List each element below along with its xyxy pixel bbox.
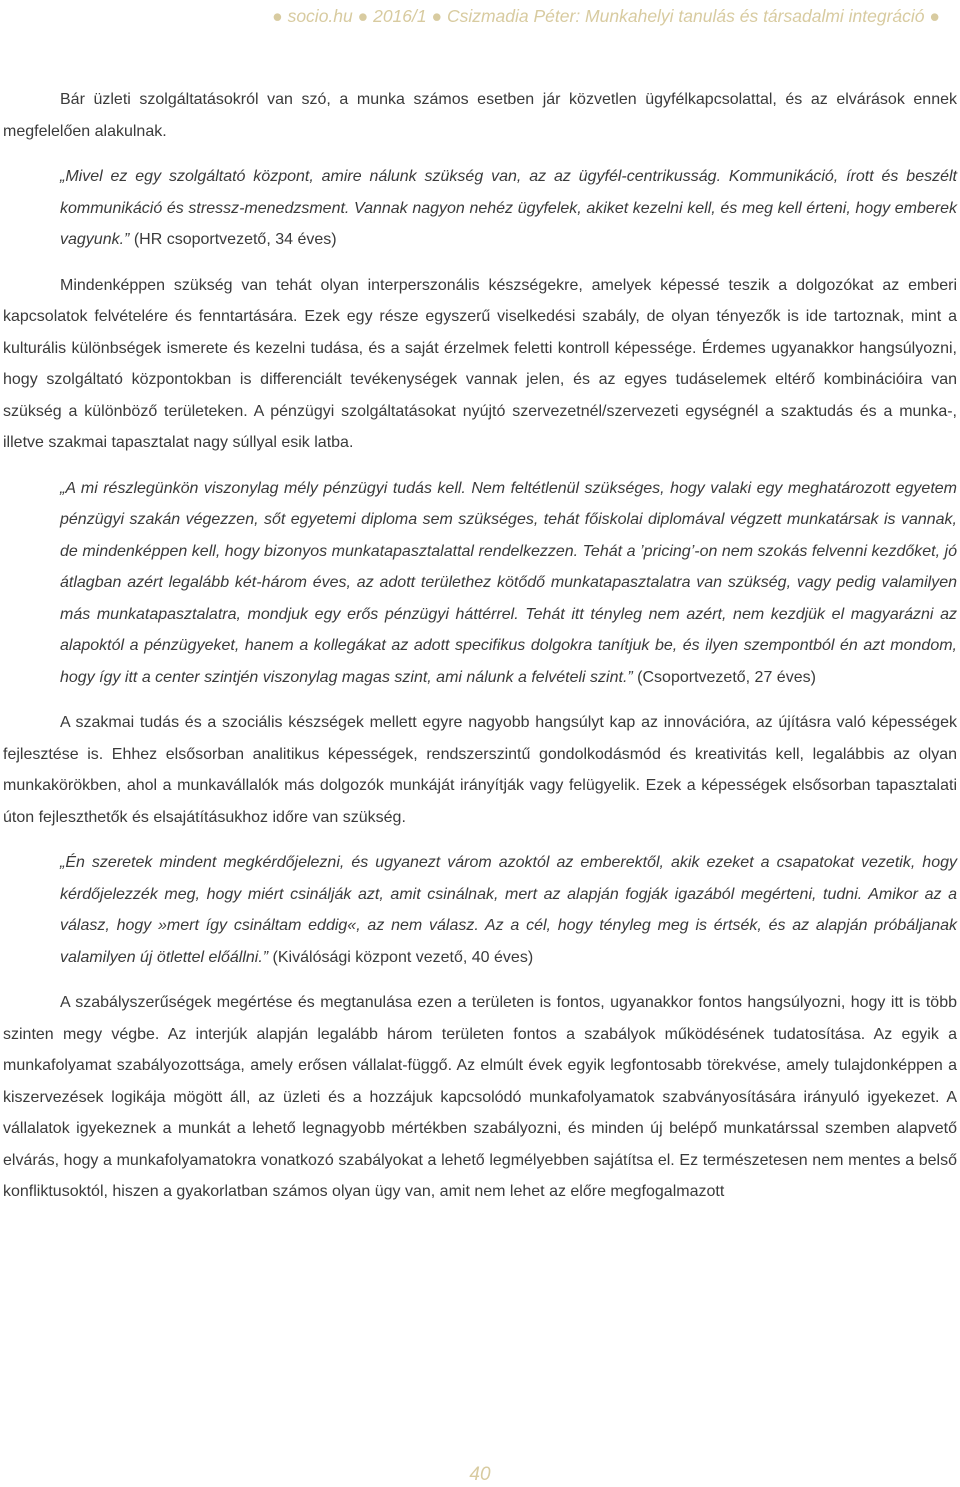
quote-text: „A mi részlegünkön viszonylag mély pénzügyi tudás kell. Nem feltétlenül szükséges, hogy valaki egy meghatározott egyetem pénzügyi szakán végezzen, sőt egyetemi diploma sem szükséges, tehát főiskolai diplomával végzett munkatársak is vannak, de mindenképpen kell, hogy bizonyos munkatapasztalattal rendelkezzen. Tehát a ’pricing’-on nem szokás felvenni kezdőket, jó átlagban azért legalább két-három éves, az adott területhez kötődő munkatapasztalatra van szükség, vagy pedig valamilyen más munkatapasztalatra, mondjuk egy erős pénzügyi háttérrel. Tehát itt tényleg nem azért, nem kezdjük el magyarázni az alapoktól a pénzügyeket, hanem a kollegákat az adott specifikus dolgokra tanítjuk be, és ilyen szempontból én azt mondom, hogy így itt a center szintjén viszonylag magas szint, ami nálunk a felvételi szint.” xyxy=(60,479,957,686)
body-paragraph-3: A szakmai tudás és a szociális készségek mellett egyre nagyobb hangsúlyt kap az innovációra, az újításra való képességek fejlesztése is. Ehhez elsősorban analitikus képességek, rendszerszintű gondolkodásmód és kreativitás kell, legalábbis az olyan munkakörökben, ahol a munkavállalók más dolgozók munkáját irányítják vagy felügyelik. Ezek a képességek elsősorban tapasztalati úton fejleszthetők és elsajátításukhoz időre van szükség. xyxy=(3,714,957,826)
body-paragraph-4: A szabályszerűségek megértése és megtanulása ezen a területen is fontos, ugyanakkor fontos hangsúlyozni, hogy itt is több szinten megy végbe. Az interjúk alapján legalább három területen fontos a szabályok működésének tudatosítása. Az egyik a munkafolyamat szabályozottsága, amely erősen vállalat-függő. Az elmúlt évek egyik legfontosabb törekvése, amely tulajdonképpen a kiszervezések logikája mögött áll, az üzleti és a hozzájuk kapcsolódó munkafolyamatok szabványosítására irányuló igyekezet. A vállalatok igyekeznek a munkát a lehető legnagyobb mértékben szabályozni, és minden új belépő munkatárssal szemben alapvető elvárás, hogy a munkafolyamatokra vonatkozó szabályokat a lehető legmélyebben sajátítsa el. Ez természetesen nem mentes a belső konfliktusoktól, hiszen a gyakorlatban számos olyan ügy van, amit nem lehet az előre megfogalmazott xyxy=(3,994,957,1200)
article-body xyxy=(3,84,957,1222)
body-paragraph-2: Mindenképpen szükség van tehát olyan interperszonális készségekre, amelyek képessé teszik a dolgozókat az emberi kapcsolatok felvételére és fenntartására. Ezek egy része egyszerű viselkedési szabály, de olyan tényezők is ide tartoznak, mint a kulturális különbségek ismerete és kezelni tudása, és a saját érzelmek feletti kontroll képessége. Érdemes ugyanakkor hangsúlyozni, hogy szolgáltató központokban is differenciált tevékenységek vannak jelen, és az egyes tudáselemek eltérő kombinációira van szükség a különböző területeken. A pénzügyi szolgáltatásokat nyújtó szervezetnél/szervezeti egységnél a szaktudás és a munka-, illetve szakmai tapasztalat nagy súllyal esik latba. xyxy=(3,276,957,451)
interview-quote-2 xyxy=(60,473,957,694)
page-number: 40 xyxy=(469,1464,491,1485)
bullet-icon: ● xyxy=(431,6,443,26)
header-article-title: Csizmadia Péter: Munkahelyi tanulás és társadalmi integráció xyxy=(446,6,925,26)
bullet-icon: ● xyxy=(357,6,369,26)
bullet-icon: ● xyxy=(929,6,940,26)
interview-quote-1 xyxy=(60,161,957,256)
quote-text: „Mivel ez egy szolgáltató központ, amire nálunk szükség van, az az ügyfél-centrikusság. Kommunikáció, írott és beszélt kommunikáció és stressz-menedzsment. Vannak nagyon nehéz ügyfelek, akiket kezelni kell, és meg kell érteni, hogy emberek vagyunk.” xyxy=(60,168,957,248)
header-site: socio.hu xyxy=(287,6,353,26)
header-issue: 2016/1 xyxy=(373,6,427,26)
quote-source: (HR csoportvezető, 34 éves) xyxy=(129,231,337,248)
body-paragraph-1: Bár üzleti szolgáltatásokról van szó, a munka számos esetben jár közvetlen ügyfélkapcsolattal, és az elvárások ennek megfelelően alakulnak. xyxy=(3,91,957,140)
bullet-icon: ● xyxy=(272,6,283,26)
quote-source: (Csoportvezető, 27 éves) xyxy=(632,668,816,686)
quote-source: (Kiválósági központ vezető, 40 éves) xyxy=(268,948,534,966)
interview-quote-3 xyxy=(60,847,957,973)
quote-text: „Én szeretek mindent megkérdőjelezni, és ugyanezt várom azoktól az emberektől, akik ezeket a csapatokat vezetik, hogy kérdőjelezzék meg, hogy miért csinálják azt, amit csinálnak, mert az alapján fogják igazából megérteni, tudni. Amikor az a válasz, hogy »mert így csináltam eddig«, az nem válasz. Az a cél, hogy tényleg meg is értsék, és az alapján próbáljanak valamilyen új ötlettel előállni.” xyxy=(60,854,957,966)
running-header xyxy=(0,6,960,27)
